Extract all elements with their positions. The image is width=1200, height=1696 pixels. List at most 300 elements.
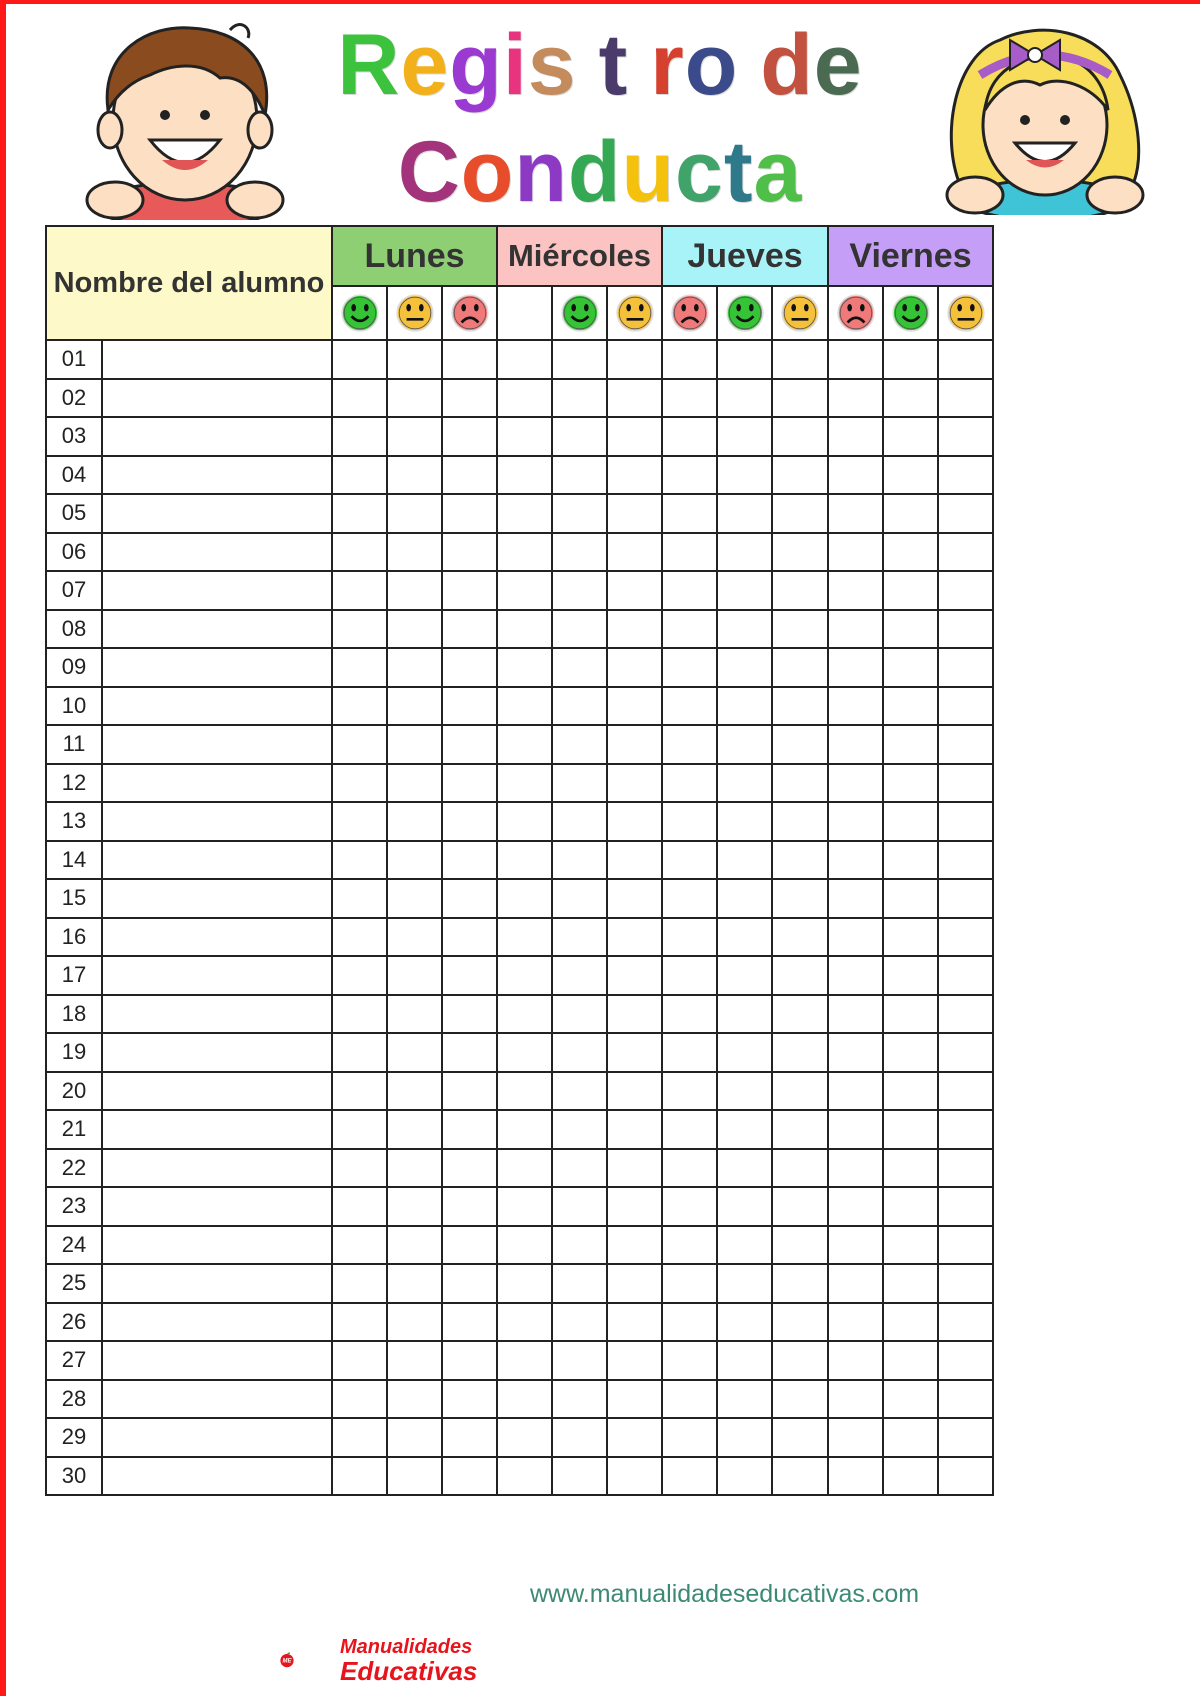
behavior-mark-cell[interactable]: [828, 1303, 883, 1342]
behavior-mark-cell[interactable]: [662, 918, 717, 957]
behavior-mark-cell[interactable]: [552, 648, 607, 687]
behavior-mark-cell[interactable]: [607, 340, 662, 379]
behavior-mark-cell[interactable]: [717, 1149, 772, 1188]
behavior-mark-cell[interactable]: [552, 1418, 607, 1457]
behavior-mark-cell[interactable]: [442, 841, 497, 880]
behavior-mark-cell[interactable]: [717, 1303, 772, 1342]
behavior-mark-cell[interactable]: [883, 841, 938, 880]
behavior-mark-cell[interactable]: [772, 1072, 828, 1111]
behavior-mark-cell[interactable]: [772, 533, 828, 572]
behavior-mark-cell[interactable]: [662, 995, 717, 1034]
behavior-mark-cell[interactable]: [442, 956, 497, 995]
behavior-mark-cell[interactable]: [497, 610, 552, 649]
behavior-mark-cell[interactable]: [332, 456, 387, 495]
behavior-mark-cell[interactable]: [332, 764, 387, 803]
behavior-mark-cell[interactable]: [828, 456, 883, 495]
behavior-mark-cell[interactable]: [883, 610, 938, 649]
student-name-cell[interactable]: [102, 1341, 332, 1380]
behavior-mark-cell[interactable]: [717, 456, 772, 495]
behavior-mark-cell[interactable]: [828, 764, 883, 803]
behavior-mark-cell[interactable]: [332, 995, 387, 1034]
behavior-mark-cell[interactable]: [662, 417, 717, 456]
behavior-mark-cell[interactable]: [497, 379, 552, 418]
behavior-mark-cell[interactable]: [662, 1457, 717, 1496]
behavior-mark-cell[interactable]: [442, 1418, 497, 1457]
behavior-mark-cell[interactable]: [662, 648, 717, 687]
behavior-mark-cell[interactable]: [607, 841, 662, 880]
student-name-cell[interactable]: [102, 1033, 332, 1072]
behavior-mark-cell[interactable]: [387, 1226, 442, 1265]
behavior-mark-cell[interactable]: [607, 879, 662, 918]
behavior-mark-cell[interactable]: [772, 494, 828, 533]
behavior-mark-cell[interactable]: [662, 1187, 717, 1226]
behavior-mark-cell[interactable]: [332, 1187, 387, 1226]
behavior-mark-cell[interactable]: [552, 1072, 607, 1111]
behavior-mark-cell[interactable]: [332, 1264, 387, 1303]
behavior-mark-cell[interactable]: [607, 610, 662, 649]
behavior-mark-cell[interactable]: [552, 571, 607, 610]
behavior-mark-cell[interactable]: [938, 879, 993, 918]
behavior-mark-cell[interactable]: [332, 648, 387, 687]
behavior-mark-cell[interactable]: [442, 1149, 497, 1188]
behavior-mark-cell[interactable]: [717, 956, 772, 995]
behavior-mark-cell[interactable]: [332, 879, 387, 918]
behavior-mark-cell[interactable]: [828, 1341, 883, 1380]
behavior-mark-cell[interactable]: [662, 1226, 717, 1265]
behavior-mark-cell[interactable]: [442, 764, 497, 803]
behavior-mark-cell[interactable]: [607, 1303, 662, 1342]
behavior-mark-cell[interactable]: [717, 1264, 772, 1303]
behavior-mark-cell[interactable]: [387, 494, 442, 533]
behavior-mark-cell[interactable]: [497, 1033, 552, 1072]
behavior-mark-cell[interactable]: [442, 610, 497, 649]
behavior-mark-cell[interactable]: [607, 379, 662, 418]
behavior-mark-cell[interactable]: [883, 1457, 938, 1496]
behavior-mark-cell[interactable]: [387, 1264, 442, 1303]
behavior-mark-cell[interactable]: [772, 1380, 828, 1419]
behavior-mark-cell[interactable]: [828, 687, 883, 726]
behavior-mark-cell[interactable]: [662, 1380, 717, 1419]
behavior-mark-cell[interactable]: [332, 494, 387, 533]
behavior-mark-cell[interactable]: [607, 571, 662, 610]
student-name-cell[interactable]: [102, 687, 332, 726]
behavior-mark-cell[interactable]: [552, 841, 607, 880]
behavior-mark-cell[interactable]: [883, 340, 938, 379]
behavior-mark-cell[interactable]: [883, 456, 938, 495]
behavior-mark-cell[interactable]: [772, 340, 828, 379]
behavior-mark-cell[interactable]: [497, 1418, 552, 1457]
behavior-mark-cell[interactable]: [607, 1226, 662, 1265]
behavior-mark-cell[interactable]: [828, 725, 883, 764]
behavior-mark-cell[interactable]: [607, 533, 662, 572]
behavior-mark-cell[interactable]: [772, 764, 828, 803]
behavior-mark-cell[interactable]: [332, 1149, 387, 1188]
behavior-mark-cell[interactable]: [828, 1380, 883, 1419]
behavior-mark-cell[interactable]: [883, 1303, 938, 1342]
behavior-mark-cell[interactable]: [442, 1110, 497, 1149]
behavior-mark-cell[interactable]: [607, 956, 662, 995]
behavior-mark-cell[interactable]: [772, 1418, 828, 1457]
behavior-mark-cell[interactable]: [828, 1187, 883, 1226]
behavior-mark-cell[interactable]: [607, 1457, 662, 1496]
behavior-mark-cell[interactable]: [607, 1110, 662, 1149]
behavior-mark-cell[interactable]: [607, 456, 662, 495]
behavior-mark-cell[interactable]: [552, 1033, 607, 1072]
behavior-mark-cell[interactable]: [552, 456, 607, 495]
student-name-cell[interactable]: [102, 494, 332, 533]
behavior-mark-cell[interactable]: [332, 1226, 387, 1265]
student-name-cell[interactable]: [102, 956, 332, 995]
behavior-mark-cell[interactable]: [497, 417, 552, 456]
behavior-mark-cell[interactable]: [828, 802, 883, 841]
behavior-mark-cell[interactable]: [828, 1457, 883, 1496]
behavior-mark-cell[interactable]: [442, 533, 497, 572]
behavior-mark-cell[interactable]: [828, 879, 883, 918]
behavior-mark-cell[interactable]: [552, 725, 607, 764]
student-name-cell[interactable]: [102, 1418, 332, 1457]
behavior-mark-cell[interactable]: [662, 1072, 717, 1111]
student-name-cell[interactable]: [102, 764, 332, 803]
behavior-mark-cell[interactable]: [497, 1226, 552, 1265]
student-name-cell[interactable]: [102, 995, 332, 1034]
behavior-mark-cell[interactable]: [607, 1380, 662, 1419]
behavior-mark-cell[interactable]: [497, 340, 552, 379]
behavior-mark-cell[interactable]: [497, 1187, 552, 1226]
behavior-mark-cell[interactable]: [828, 494, 883, 533]
behavior-mark-cell[interactable]: [442, 1457, 497, 1496]
behavior-mark-cell[interactable]: [828, 533, 883, 572]
behavior-mark-cell[interactable]: [828, 841, 883, 880]
behavior-mark-cell[interactable]: [772, 417, 828, 456]
behavior-mark-cell[interactable]: [442, 1033, 497, 1072]
behavior-mark-cell[interactable]: [938, 1149, 993, 1188]
behavior-mark-cell[interactable]: [883, 995, 938, 1034]
behavior-mark-cell[interactable]: [662, 379, 717, 418]
behavior-mark-cell[interactable]: [662, 610, 717, 649]
behavior-mark-cell[interactable]: [332, 417, 387, 456]
behavior-mark-cell[interactable]: [938, 995, 993, 1034]
behavior-mark-cell[interactable]: [828, 1110, 883, 1149]
behavior-mark-cell[interactable]: [772, 1226, 828, 1265]
behavior-mark-cell[interactable]: [552, 1187, 607, 1226]
behavior-mark-cell[interactable]: [828, 1033, 883, 1072]
behavior-mark-cell[interactable]: [938, 1418, 993, 1457]
behavior-mark-cell[interactable]: [717, 879, 772, 918]
behavior-mark-cell[interactable]: [332, 918, 387, 957]
behavior-mark-cell[interactable]: [442, 1072, 497, 1111]
behavior-mark-cell[interactable]: [772, 1187, 828, 1226]
behavior-mark-cell[interactable]: [938, 956, 993, 995]
behavior-mark-cell[interactable]: [938, 648, 993, 687]
behavior-mark-cell[interactable]: [442, 918, 497, 957]
behavior-mark-cell[interactable]: [662, 956, 717, 995]
behavior-mark-cell[interactable]: [883, 956, 938, 995]
behavior-mark-cell[interactable]: [828, 1226, 883, 1265]
behavior-mark-cell[interactable]: [938, 841, 993, 880]
behavior-mark-cell[interactable]: [497, 1303, 552, 1342]
student-name-cell[interactable]: [102, 456, 332, 495]
behavior-mark-cell[interactable]: [662, 494, 717, 533]
behavior-mark-cell[interactable]: [332, 1341, 387, 1380]
behavior-mark-cell[interactable]: [662, 571, 717, 610]
behavior-mark-cell[interactable]: [387, 995, 442, 1034]
behavior-mark-cell[interactable]: [442, 1303, 497, 1342]
student-name-cell[interactable]: [102, 1187, 332, 1226]
behavior-mark-cell[interactable]: [662, 841, 717, 880]
behavior-mark-cell[interactable]: [497, 1149, 552, 1188]
behavior-mark-cell[interactable]: [717, 1072, 772, 1111]
behavior-mark-cell[interactable]: [442, 340, 497, 379]
behavior-mark-cell[interactable]: [938, 1264, 993, 1303]
behavior-mark-cell[interactable]: [387, 1149, 442, 1188]
behavior-mark-cell[interactable]: [883, 802, 938, 841]
behavior-mark-cell[interactable]: [772, 610, 828, 649]
behavior-mark-cell[interactable]: [332, 1457, 387, 1496]
student-name-cell[interactable]: [102, 841, 332, 880]
student-name-cell[interactable]: [102, 1303, 332, 1342]
student-name-cell[interactable]: [102, 648, 332, 687]
behavior-mark-cell[interactable]: [387, 1303, 442, 1342]
behavior-mark-cell[interactable]: [497, 1110, 552, 1149]
student-name-cell[interactable]: [102, 533, 332, 572]
behavior-mark-cell[interactable]: [772, 1149, 828, 1188]
behavior-mark-cell[interactable]: [497, 1380, 552, 1419]
behavior-mark-cell[interactable]: [772, 1264, 828, 1303]
behavior-mark-cell[interactable]: [938, 1033, 993, 1072]
behavior-mark-cell[interactable]: [607, 648, 662, 687]
behavior-mark-cell[interactable]: [772, 1033, 828, 1072]
behavior-mark-cell[interactable]: [332, 340, 387, 379]
behavior-mark-cell[interactable]: [607, 802, 662, 841]
behavior-mark-cell[interactable]: [717, 533, 772, 572]
behavior-mark-cell[interactable]: [387, 1033, 442, 1072]
behavior-mark-cell[interactable]: [387, 456, 442, 495]
behavior-mark-cell[interactable]: [497, 533, 552, 572]
behavior-mark-cell[interactable]: [387, 764, 442, 803]
behavior-mark-cell[interactable]: [552, 494, 607, 533]
student-name-cell[interactable]: [102, 417, 332, 456]
behavior-mark-cell[interactable]: [387, 687, 442, 726]
behavior-mark-cell[interactable]: [497, 995, 552, 1034]
behavior-mark-cell[interactable]: [497, 1264, 552, 1303]
behavior-mark-cell[interactable]: [662, 725, 717, 764]
behavior-mark-cell[interactable]: [497, 648, 552, 687]
behavior-mark-cell[interactable]: [938, 1226, 993, 1265]
behavior-mark-cell[interactable]: [662, 1264, 717, 1303]
behavior-mark-cell[interactable]: [497, 841, 552, 880]
behavior-mark-cell[interactable]: [717, 1110, 772, 1149]
behavior-mark-cell[interactable]: [607, 417, 662, 456]
behavior-mark-cell[interactable]: [552, 417, 607, 456]
behavior-mark-cell[interactable]: [332, 1072, 387, 1111]
behavior-mark-cell[interactable]: [772, 379, 828, 418]
student-name-cell[interactable]: [102, 879, 332, 918]
behavior-mark-cell[interactable]: [497, 802, 552, 841]
behavior-mark-cell[interactable]: [662, 1110, 717, 1149]
behavior-mark-cell[interactable]: [442, 417, 497, 456]
behavior-mark-cell[interactable]: [938, 687, 993, 726]
behavior-mark-cell[interactable]: [772, 456, 828, 495]
student-name-cell[interactable]: [102, 1110, 332, 1149]
behavior-mark-cell[interactable]: [607, 918, 662, 957]
behavior-mark-cell[interactable]: [387, 918, 442, 957]
behavior-mark-cell[interactable]: [607, 1072, 662, 1111]
behavior-mark-cell[interactable]: [883, 648, 938, 687]
behavior-mark-cell[interactable]: [717, 494, 772, 533]
behavior-mark-cell[interactable]: [332, 610, 387, 649]
behavior-mark-cell[interactable]: [332, 1303, 387, 1342]
behavior-mark-cell[interactable]: [883, 1341, 938, 1380]
behavior-mark-cell[interactable]: [552, 1264, 607, 1303]
student-name-cell[interactable]: [102, 1457, 332, 1496]
behavior-mark-cell[interactable]: [883, 494, 938, 533]
behavior-mark-cell[interactable]: [717, 918, 772, 957]
behavior-mark-cell[interactable]: [387, 1110, 442, 1149]
behavior-mark-cell[interactable]: [607, 494, 662, 533]
behavior-mark-cell[interactable]: [772, 1457, 828, 1496]
behavior-mark-cell[interactable]: [332, 1380, 387, 1419]
behavior-mark-cell[interactable]: [938, 340, 993, 379]
behavior-mark-cell[interactable]: [332, 687, 387, 726]
behavior-mark-cell[interactable]: [552, 1226, 607, 1265]
behavior-mark-cell[interactable]: [883, 1110, 938, 1149]
behavior-mark-cell[interactable]: [938, 918, 993, 957]
behavior-mark-cell[interactable]: [662, 340, 717, 379]
behavior-mark-cell[interactable]: [883, 1033, 938, 1072]
behavior-mark-cell[interactable]: [938, 802, 993, 841]
behavior-mark-cell[interactable]: [772, 1341, 828, 1380]
behavior-mark-cell[interactable]: [662, 456, 717, 495]
behavior-mark-cell[interactable]: [497, 879, 552, 918]
behavior-mark-cell[interactable]: [717, 1418, 772, 1457]
behavior-mark-cell[interactable]: [552, 1303, 607, 1342]
behavior-mark-cell[interactable]: [387, 725, 442, 764]
behavior-mark-cell[interactable]: [717, 1457, 772, 1496]
behavior-mark-cell[interactable]: [772, 841, 828, 880]
behavior-mark-cell[interactable]: [828, 610, 883, 649]
behavior-mark-cell[interactable]: [387, 1380, 442, 1419]
behavior-mark-cell[interactable]: [772, 725, 828, 764]
behavior-mark-cell[interactable]: [717, 841, 772, 880]
behavior-mark-cell[interactable]: [938, 1303, 993, 1342]
behavior-mark-cell[interactable]: [497, 1457, 552, 1496]
student-name-cell[interactable]: [102, 1226, 332, 1265]
student-name-cell[interactable]: [102, 1264, 332, 1303]
behavior-mark-cell[interactable]: [717, 802, 772, 841]
behavior-mark-cell[interactable]: [497, 725, 552, 764]
behavior-mark-cell[interactable]: [607, 1187, 662, 1226]
behavior-mark-cell[interactable]: [828, 995, 883, 1034]
behavior-mark-cell[interactable]: [938, 764, 993, 803]
behavior-mark-cell[interactable]: [497, 918, 552, 957]
behavior-mark-cell[interactable]: [442, 494, 497, 533]
behavior-mark-cell[interactable]: [662, 879, 717, 918]
behavior-mark-cell[interactable]: [717, 1380, 772, 1419]
behavior-mark-cell[interactable]: [883, 1187, 938, 1226]
behavior-mark-cell[interactable]: [497, 956, 552, 995]
behavior-mark-cell[interactable]: [552, 1341, 607, 1380]
behavior-mark-cell[interactable]: [387, 417, 442, 456]
behavior-mark-cell[interactable]: [442, 1341, 497, 1380]
behavior-mark-cell[interactable]: [497, 494, 552, 533]
behavior-mark-cell[interactable]: [717, 1187, 772, 1226]
behavior-mark-cell[interactable]: [662, 1149, 717, 1188]
behavior-mark-cell[interactable]: [883, 533, 938, 572]
behavior-mark-cell[interactable]: [552, 764, 607, 803]
student-name-cell[interactable]: [102, 725, 332, 764]
behavior-mark-cell[interactable]: [607, 687, 662, 726]
behavior-mark-cell[interactable]: [772, 1303, 828, 1342]
behavior-mark-cell[interactable]: [442, 379, 497, 418]
behavior-mark-cell[interactable]: [883, 687, 938, 726]
behavior-mark-cell[interactable]: [662, 1033, 717, 1072]
student-name-cell[interactable]: [102, 1380, 332, 1419]
behavior-mark-cell[interactable]: [883, 1149, 938, 1188]
behavior-mark-cell[interactable]: [497, 764, 552, 803]
behavior-mark-cell[interactable]: [387, 571, 442, 610]
behavior-mark-cell[interactable]: [883, 1072, 938, 1111]
behavior-mark-cell[interactable]: [883, 379, 938, 418]
behavior-mark-cell[interactable]: [552, 1380, 607, 1419]
behavior-mark-cell[interactable]: [772, 571, 828, 610]
behavior-mark-cell[interactable]: [387, 379, 442, 418]
behavior-mark-cell[interactable]: [442, 1264, 497, 1303]
behavior-mark-cell[interactable]: [717, 1341, 772, 1380]
behavior-mark-cell[interactable]: [938, 494, 993, 533]
behavior-mark-cell[interactable]: [828, 1149, 883, 1188]
behavior-mark-cell[interactable]: [442, 456, 497, 495]
behavior-mark-cell[interactable]: [552, 1149, 607, 1188]
student-name-cell[interactable]: [102, 918, 332, 957]
behavior-mark-cell[interactable]: [717, 1226, 772, 1265]
behavior-mark-cell[interactable]: [607, 1149, 662, 1188]
behavior-mark-cell[interactable]: [938, 1187, 993, 1226]
behavior-mark-cell[interactable]: [717, 379, 772, 418]
behavior-mark-cell[interactable]: [883, 1226, 938, 1265]
behavior-mark-cell[interactable]: [552, 533, 607, 572]
behavior-mark-cell[interactable]: [497, 571, 552, 610]
behavior-mark-cell[interactable]: [717, 725, 772, 764]
behavior-mark-cell[interactable]: [828, 417, 883, 456]
behavior-mark-cell[interactable]: [883, 725, 938, 764]
behavior-mark-cell[interactable]: [828, 918, 883, 957]
behavior-mark-cell[interactable]: [607, 1418, 662, 1457]
behavior-mark-cell[interactable]: [387, 956, 442, 995]
behavior-mark-cell[interactable]: [717, 764, 772, 803]
behavior-mark-cell[interactable]: [442, 1226, 497, 1265]
behavior-mark-cell[interactable]: [497, 456, 552, 495]
behavior-mark-cell[interactable]: [938, 379, 993, 418]
behavior-mark-cell[interactable]: [442, 802, 497, 841]
behavior-mark-cell[interactable]: [387, 1341, 442, 1380]
behavior-mark-cell[interactable]: [332, 1418, 387, 1457]
behavior-mark-cell[interactable]: [717, 648, 772, 687]
behavior-mark-cell[interactable]: [387, 1072, 442, 1111]
behavior-mark-cell[interactable]: [332, 725, 387, 764]
behavior-mark-cell[interactable]: [387, 879, 442, 918]
behavior-mark-cell[interactable]: [883, 1380, 938, 1419]
behavior-mark-cell[interactable]: [552, 610, 607, 649]
behavior-mark-cell[interactable]: [938, 1341, 993, 1380]
behavior-mark-cell[interactable]: [662, 802, 717, 841]
behavior-mark-cell[interactable]: [387, 648, 442, 687]
behavior-mark-cell[interactable]: [717, 417, 772, 456]
behavior-mark-cell[interactable]: [772, 956, 828, 995]
behavior-mark-cell[interactable]: [662, 687, 717, 726]
behavior-mark-cell[interactable]: [883, 918, 938, 957]
behavior-mark-cell[interactable]: [883, 417, 938, 456]
behavior-mark-cell[interactable]: [387, 1457, 442, 1496]
